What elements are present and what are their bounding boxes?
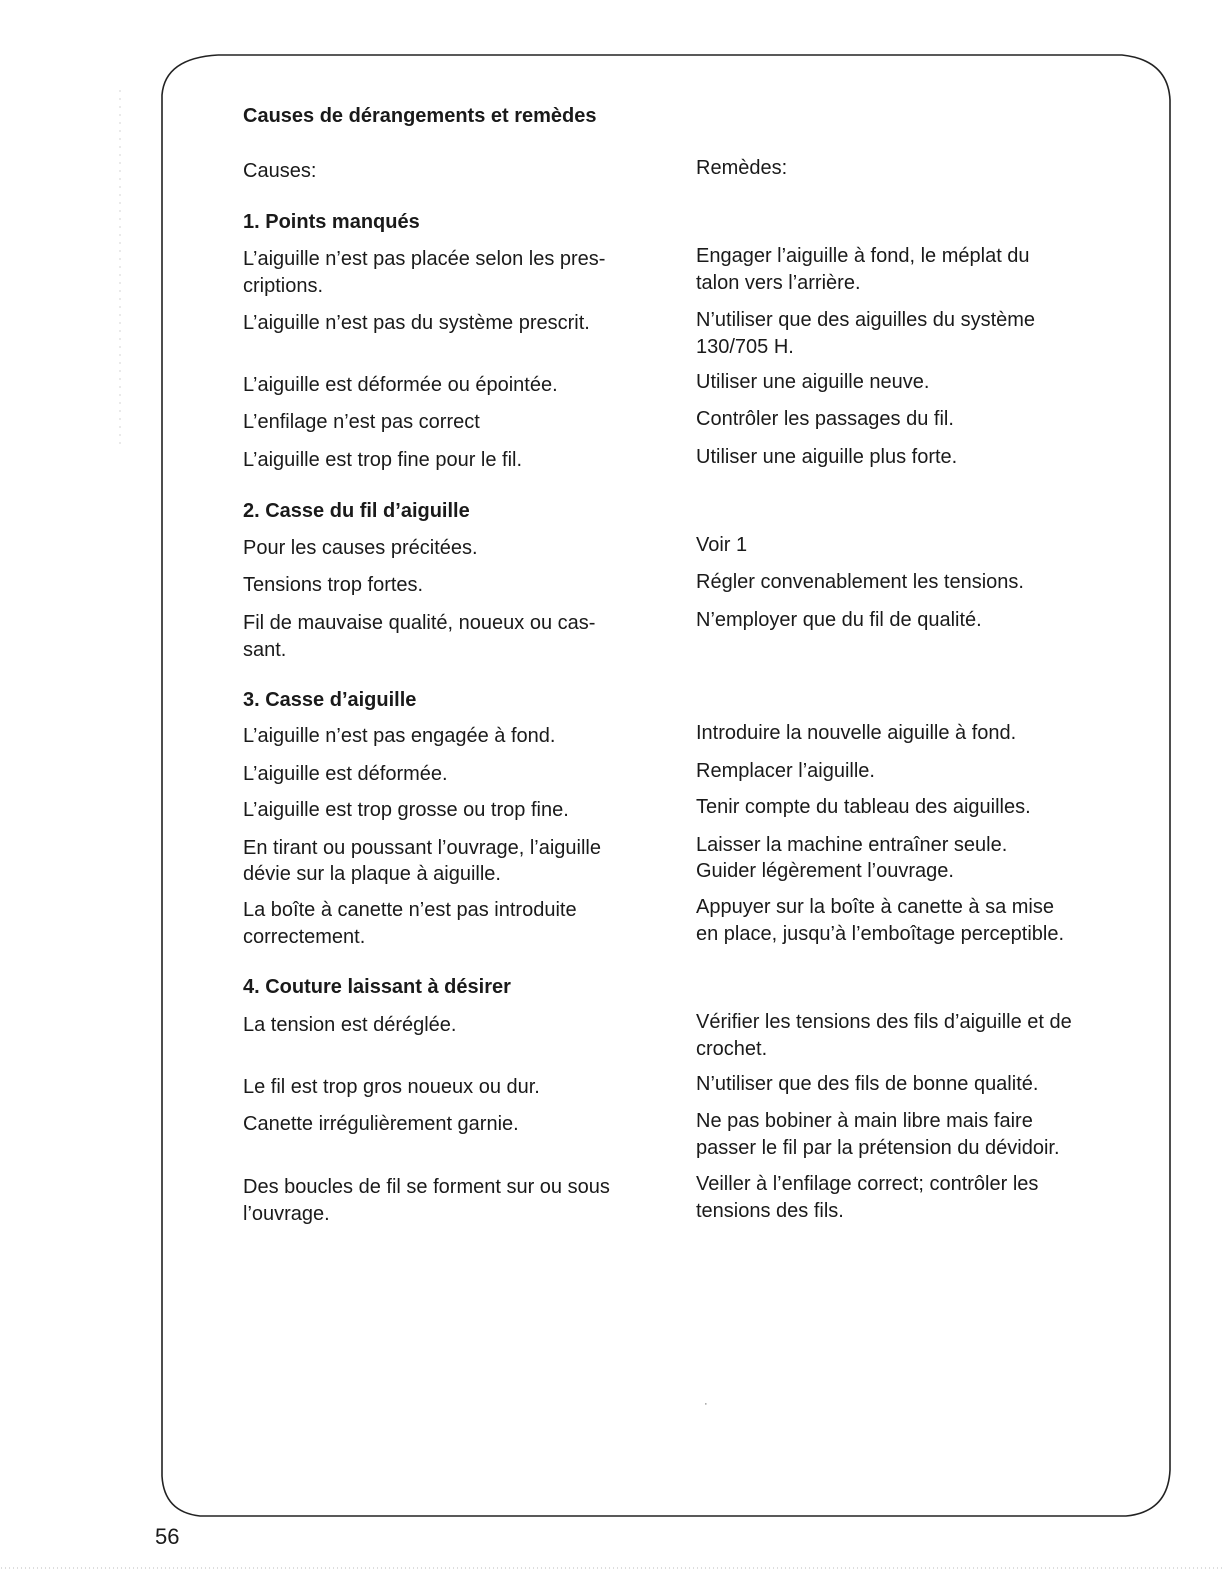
page-number: 56 <box>155 1524 180 1549</box>
causes-column-header: Causes: <box>243 160 317 182</box>
cause-line: sant. <box>243 639 287 661</box>
section-heading: 1. Points manqués <box>243 211 420 233</box>
remede-line: Guider légèrement l’ouvrage. <box>696 860 954 882</box>
section-heading: 2. Casse du fil d’aiguille <box>243 500 470 522</box>
cause-line: criptions. <box>243 275 324 297</box>
cause-line: correctement. <box>243 926 366 948</box>
cause-line: En tirant ou poussant l’ouvrage, l’aiguille <box>243 837 601 859</box>
remede-line: Ne pas bobiner à main libre mais faire <box>696 1110 1033 1132</box>
remede-line: N’utiliser que des aiguilles du système <box>696 309 1036 331</box>
remede-line: N’employer que du fil de qualité. <box>696 609 982 631</box>
cause-line: L’aiguille est trop grosse ou trop fine. <box>243 799 569 821</box>
remede-line: Engager l’aiguille à fond, le méplat du <box>696 245 1030 267</box>
remede-line: passer le fil par la prétension du dévidoir. <box>696 1137 1060 1159</box>
cause-line: dévie sur la plaque à aiguille. <box>243 863 501 885</box>
cause-line: Fil de mauvaise qualité, noueux ou cas- <box>243 612 596 634</box>
cause-line: Tensions trop fortes. <box>243 574 424 596</box>
cause-line: L’aiguille est déformée ou épointée. <box>243 374 558 396</box>
remede-line: en place, jusqu’à l’emboîtage perceptible. <box>696 923 1065 945</box>
scan-speck: · <box>704 1398 708 1410</box>
remede-line: tensions des fils. <box>696 1200 844 1222</box>
cause-line: Canette irrégulièrement garnie. <box>243 1113 519 1135</box>
remede-line: Tenir compte du tableau des aiguilles. <box>696 796 1031 818</box>
cause-line: L’aiguille n’est pas engagée à fond. <box>243 725 556 747</box>
cause-line: L’aiguille n’est pas du système prescrit. <box>243 312 590 334</box>
cause-line: La boîte à canette n’est pas introduite <box>243 899 577 921</box>
page-title: Causes de dérangements et remèdes <box>243 105 597 127</box>
remede-line: N’utiliser que des fils de bonne qualité. <box>696 1073 1039 1095</box>
remede-line: 130/705 H. <box>696 336 794 358</box>
remede-line: Appuyer sur la boîte à canette à sa mise <box>696 896 1054 918</box>
cause-line: Le fil est trop gros noueux ou dur. <box>243 1076 540 1098</box>
cause-line: Des boucles de fil se forment sur ou sous <box>243 1176 610 1198</box>
remede-line: crochet. <box>696 1038 768 1060</box>
cause-line: L’aiguille est déformée. <box>243 763 448 785</box>
remede-line: Utiliser une aiguille plus forte. <box>696 446 958 468</box>
remedes-column-header: Remèdes: <box>696 157 788 179</box>
remede-line: Introduire la nouvelle aiguille à fond. <box>696 722 1017 744</box>
remede-line: Veiller à l’enfilage correct; contrôler les <box>696 1173 1039 1195</box>
remede-line: Régler convenablement les tensions. <box>696 571 1024 593</box>
remede-line: Laisser la machine entraîner seule. <box>696 834 1008 856</box>
section-heading: 3. Casse d’aiguille <box>243 689 417 711</box>
remede-line: talon vers l’arrière. <box>696 272 861 294</box>
remede-line: Remplacer l’aiguille. <box>696 760 875 782</box>
remede-line: Contrôler les passages du fil. <box>696 408 954 430</box>
section-heading: 4. Couture laissant à désirer <box>243 976 511 998</box>
cause-line: L’aiguille est trop fine pour le fil. <box>243 449 523 471</box>
cause-line: Pour les causes précitées. <box>243 537 478 559</box>
cause-line: l’ouvrage. <box>243 1203 330 1225</box>
cause-line: L’enfilage n’est pas correct <box>243 411 480 433</box>
cause-line: La tension est déréglée. <box>243 1014 457 1036</box>
remede-line: Voir 1 <box>696 534 748 556</box>
remede-line: Vérifier les tensions des fils d’aiguille et de <box>696 1011 1072 1033</box>
remede-line: Utiliser une aiguille neuve. <box>696 371 930 393</box>
cause-line: L’aiguille n’est pas placée selon les pres- <box>243 248 606 270</box>
